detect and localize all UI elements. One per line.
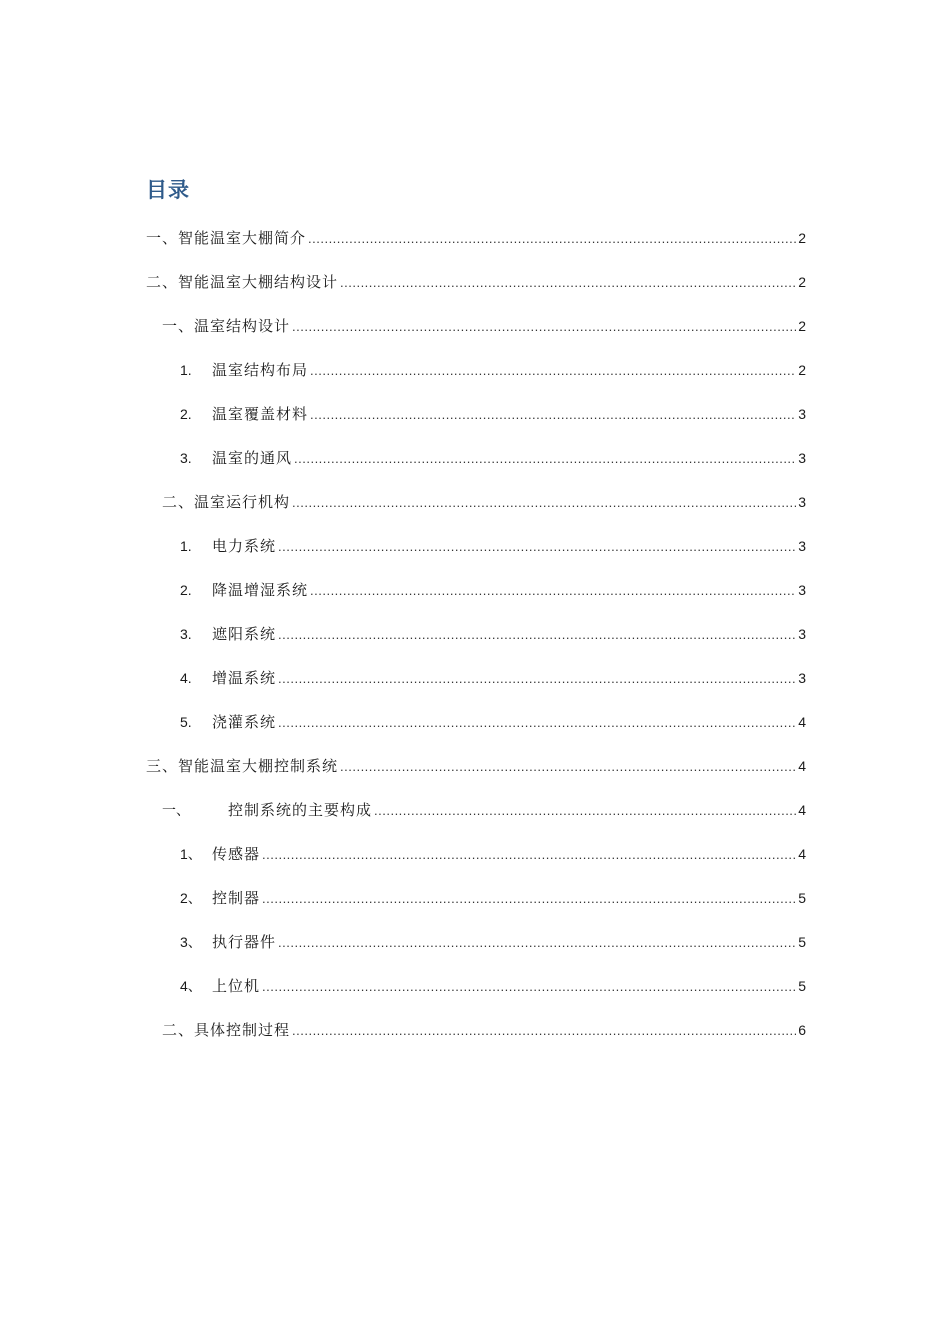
toc-entry-page: 4 [798, 846, 806, 862]
toc-entry-page: 3 [798, 538, 806, 554]
toc-entry[interactable] [180, 446, 806, 470]
toc-entry[interactable] [180, 710, 806, 734]
toc-dot-leader [340, 271, 796, 295]
toc-entry-label: 传感器 [212, 845, 261, 863]
toc-entry-label: 上位机 [212, 977, 261, 995]
toc-dot-leader [292, 1019, 796, 1043]
toc-entry-number: 1. [180, 538, 192, 554]
toc-entry-label: 电力系统 [212, 537, 277, 555]
toc-entry-label: 一、智能温室大棚简介 [146, 229, 307, 247]
toc-entry-page: 5 [798, 934, 806, 950]
toc-entry[interactable] [146, 754, 806, 778]
toc-entry[interactable] [180, 358, 806, 382]
toc-entry-number: 2. [180, 582, 192, 598]
toc-entry[interactable] [162, 314, 806, 338]
toc-entry-page: 4 [798, 802, 806, 818]
toc-entry[interactable] [162, 490, 806, 514]
toc-entry[interactable] [146, 226, 806, 250]
toc-dot-leader [278, 931, 796, 955]
toc-entry-label: 二、智能温室大棚结构设计 [146, 273, 339, 291]
toc-entry[interactable] [180, 886, 806, 910]
toc-entry[interactable] [180, 666, 806, 690]
toc-entry-number: 2. [180, 406, 192, 422]
toc-entry-page: 5 [798, 890, 806, 906]
toc-entry-number: 1. [180, 362, 192, 378]
toc-entry-page: 4 [798, 758, 806, 774]
toc-entry[interactable] [180, 974, 806, 998]
toc-dot-leader [278, 711, 796, 735]
toc-entry-label: 控制器 [212, 889, 261, 907]
toc-entry-page: 4 [798, 714, 806, 730]
toc-entry-page: 3 [798, 494, 806, 510]
toc-entry-page: 2 [798, 318, 806, 334]
toc-dot-leader [294, 447, 796, 471]
toc-entry-number: 1、 [180, 846, 202, 862]
toc-entry[interactable] [180, 622, 806, 646]
toc-dot-leader [310, 359, 796, 383]
toc-entry-number: 4. [180, 670, 192, 686]
toc-dot-leader [262, 843, 796, 867]
toc-entry-number: 2、 [180, 890, 202, 906]
toc-entry-label: 浇灌系统 [212, 713, 277, 731]
toc-entry-number: 一、 [162, 802, 190, 818]
toc-entry[interactable] [162, 798, 806, 822]
toc-dot-leader [310, 403, 796, 427]
toc-dot-leader [340, 755, 796, 779]
toc-entry-label: 温室覆盖材料 [212, 405, 309, 423]
toc-entry-number: 4、 [180, 978, 202, 994]
toc-dot-leader [278, 623, 796, 647]
toc-dot-leader [262, 887, 796, 911]
toc-entry-label: 一、温室结构设计 [162, 317, 291, 335]
toc-entry-label: 温室结构布局 [212, 361, 309, 379]
toc-entry-number: 3. [180, 450, 192, 466]
toc-entry-page: 3 [798, 670, 806, 686]
toc-dot-leader [292, 491, 796, 515]
toc-entry-label: 增温系统 [212, 669, 277, 687]
toc-entry[interactable] [146, 270, 806, 294]
toc-dot-leader [262, 975, 796, 999]
toc-dot-leader [310, 579, 796, 603]
toc-entry[interactable] [162, 1018, 806, 1042]
toc-entry-label: 二、温室运行机构 [162, 493, 291, 511]
toc-dot-leader [308, 227, 796, 251]
toc-entry-label: 三、智能温室大棚控制系统 [146, 757, 339, 775]
toc-entry-page: 6 [798, 1022, 806, 1038]
toc-entry-number: 3、 [180, 934, 202, 950]
toc-entry[interactable] [180, 534, 806, 558]
toc-dot-leader [292, 315, 796, 339]
toc-entry-page: 3 [798, 450, 806, 466]
toc-entry[interactable] [180, 842, 806, 866]
toc-entry-label: 降温增湿系统 [212, 581, 309, 599]
toc-title: 目录 [146, 178, 190, 202]
toc-dot-leader [374, 799, 796, 823]
toc-entry[interactable] [180, 930, 806, 954]
toc-entry-label: 执行器件 [212, 933, 277, 951]
toc-entry-page: 2 [798, 362, 806, 378]
toc-entry-number: 3. [180, 626, 192, 642]
toc-entry-label: 遮阳系统 [212, 625, 277, 643]
toc-entry-page: 3 [798, 626, 806, 642]
toc-dot-leader [278, 535, 796, 559]
toc-entry-page: 3 [798, 406, 806, 422]
toc-entry-label: 温室的通风 [212, 449, 293, 467]
toc-entry-page: 3 [798, 582, 806, 598]
toc-entry-page: 5 [798, 978, 806, 994]
toc-entry-page: 2 [798, 230, 806, 246]
toc-entry[interactable] [180, 578, 806, 602]
toc-entry-number: 5. [180, 714, 192, 730]
toc-dot-leader [278, 667, 796, 691]
toc-entry-label: 控制系统的主要构成 [228, 801, 373, 819]
toc-entry-label: 二、具体控制过程 [162, 1021, 291, 1039]
toc-entry-page: 2 [798, 274, 806, 290]
toc-entry[interactable] [180, 402, 806, 426]
